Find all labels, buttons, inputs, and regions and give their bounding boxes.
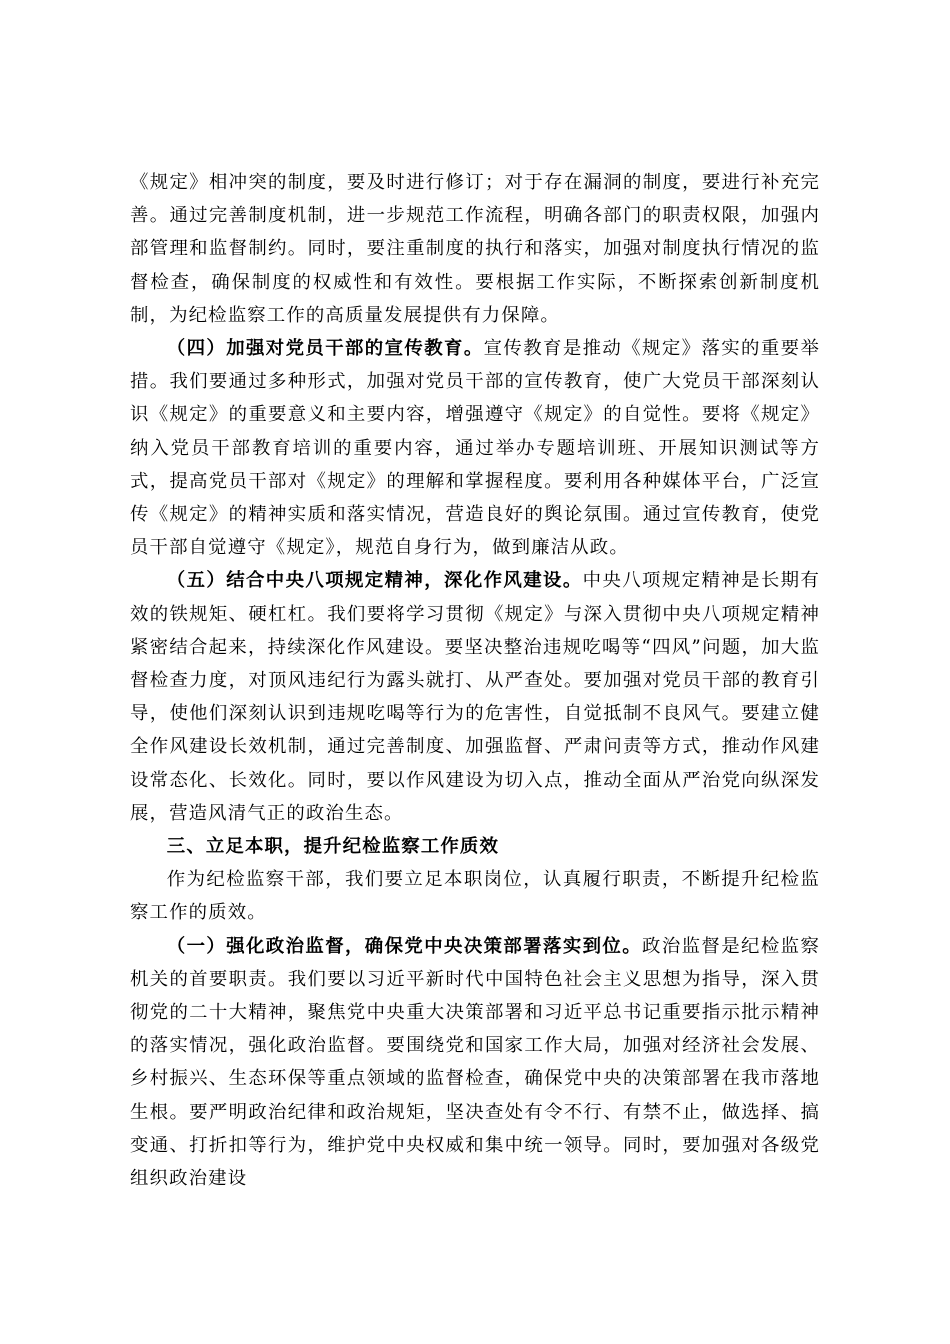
paragraph-text: 中央八项规定精神是长期有效的铁规矩、硬杠杠。我们要将学习贯彻《规定》与深入贯彻中央八项规定精神紧密结合起来，持续深化作风建设。要坚决整治违规吃喝等“四风”问题，加大监督检查力度，对顶风违纪行为露头就打、从严查处。要加强对党员干部的教育引导，使他们深刻认识到违规吃喝等行为的危害性，自觉抵制不良风气。要建立健全作风建设长效机制，通过完善制度、加强监督、严肃问责等方式，推动作风建设常态化、长效化。同时，要以作风建设为切入点，推动全面从严治党向纵深发展，营造风清气正的政治生态。 [130, 570, 820, 824]
paragraph-subsection-1 [130, 930, 820, 1196]
document-page [130, 166, 820, 1195]
paragraph-intro [130, 863, 820, 929]
paragraph-section-5 [130, 564, 820, 830]
paragraph-section-4 [130, 332, 820, 564]
paragraph-continued [130, 166, 820, 332]
paragraph-text: 《规定》相冲突的制度，要及时进行修订；对于存在漏洞的制度，要进行补充完善。通过完善制度机制，进一步规范工作流程，明确各部门的职责权限，加强内部管理和监督制约。同时，要注重制度的执行和落实，加强对制度执行情况的监督检查，确保制度的权威性和有效性。要根据工作实际，不断探索创新制度机制，为纪检监察工作的高质量发展提供有力保障。 [130, 172, 820, 326]
paragraph-text: 宣传教育是推动《规定》落实的重要举措。我们要通过多种形式，加强对党员干部的宣传教育，使广大党员干部深刻认识《规定》的重要意义和主要内容，增强遵守《规定》的自觉性。要将《规定》纳入党员干部教育培训的重要内容，通过举办专题培训班、开展知识测试等方式，提高党员干部对《规定》的理解和掌握程度。要利用各种媒体平台，广泛宣传《规定》的精神实质和落实情况，营造良好的舆论氛围。通过宣传教育，使党员干部自觉遵守《规定》，规范自身行为，做到廉洁从政。 [130, 338, 820, 559]
section-heading: 三、立足本职，提升纪检监察工作质效 [166, 836, 499, 858]
paragraph-lead: （一）强化政治监督，确保党中央决策部署落实到位。 [166, 935, 643, 957]
paragraph-text: 政治监督是纪检监察机关的首要职责。我们要以习近平新时代中国特色社会主义思想为指导，深入贯彻党的二十大精神，聚焦党中央重大决策部署和习近平总书记重要指示批示精神的落实情况，强化政治监督。要围绕党和国家工作大局，加强对经济社会发展、乡村振兴、生态环保等重点领域的监督检查，确保党中央的决策部署在我市落地生根。要严明政治纪律和政治规矩，坚决查处有令不行、有禁不止，做选择、搞变通、打折扣等行为，维护党中央权威和集中统一领导。同时，要加强对各级党组织政治建设 [130, 935, 820, 1190]
paragraph-lead: （四）加强对党员干部的宣传教育。 [166, 338, 484, 360]
paragraph-lead: （五）结合中央八项规定精神，深化作风建设。 [166, 570, 583, 592]
paragraph-text: 作为纪检监察干部，我们要立足本职岗位，认真履行职责，不断提升纪检监察工作的质效。 [130, 869, 820, 924]
